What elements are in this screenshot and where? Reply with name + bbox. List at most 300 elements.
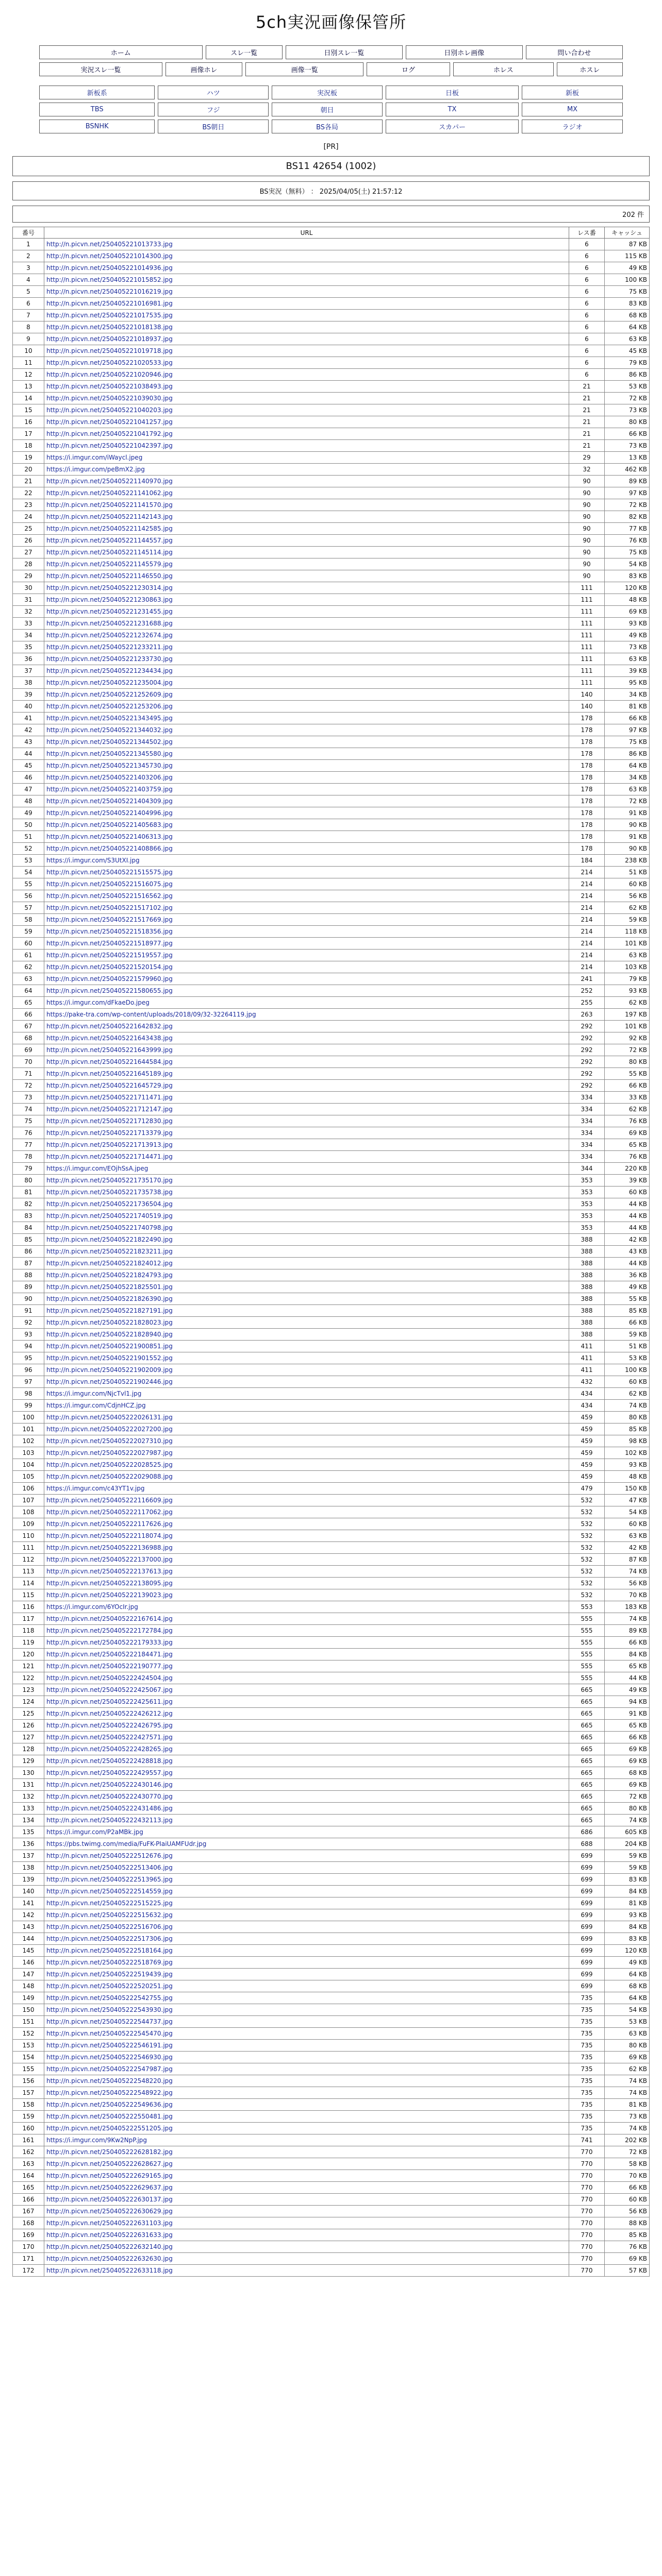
row-res-number: 6	[569, 298, 605, 310]
nav-link[interactable]: スカパー	[438, 124, 466, 131]
row-number: 64	[13, 985, 44, 997]
image-link[interactable]: http://n.picvn.net/250405221040203.jpg	[46, 406, 173, 414]
thread-meta: BS実況（無料） ： 2025/04/05(土) 21:57:12	[12, 181, 650, 200]
row-cache-size: 63 KB	[605, 653, 650, 665]
row-url-cell	[44, 487, 569, 499]
row-number: 19	[13, 452, 44, 464]
image-link[interactable]: http://n.picvn.net/250405222430146.jpg	[46, 1781, 173, 1788]
image-link[interactable]: http://n.picvn.net/250405221014300.jpg	[46, 252, 173, 260]
image-link[interactable]: http://n.picvn.net/250405221230863.jpg	[46, 596, 173, 603]
image-link[interactable]: http://n.picvn.net/250405221516562.jpg	[46, 892, 173, 900]
image-link[interactable]: http://n.picvn.net/250405221901552.jpg	[46, 1354, 173, 1362]
image-link[interactable]: http://n.picvn.net/250405221712147.jpg	[46, 1106, 173, 1113]
row-res-number: 334	[569, 1127, 605, 1139]
image-link[interactable]: http://n.picvn.net/250405221740798.jpg	[46, 1224, 173, 1231]
row-cache-size: 66 KB	[605, 1317, 650, 1329]
image-link[interactable]: http://n.picvn.net/250405221404996.jpg	[46, 809, 173, 817]
image-link[interactable]: http://n.picvn.net/250405221515575.jpg	[46, 869, 173, 876]
row-number: 53	[13, 855, 44, 867]
row-url-cell	[44, 1530, 569, 1542]
image-link[interactable]: http://n.picvn.net/250405222425067.jpg	[46, 1686, 173, 1693]
image-link[interactable]: http://n.picvn.net/250405222516706.jpg	[46, 1923, 173, 1930]
table-row	[13, 606, 650, 618]
image-link[interactable]: http://n.picvn.net/250405221042397.jpg	[46, 442, 173, 449]
image-link[interactable]: https://i.imgur.com/P2aMBk.jpg	[46, 1828, 143, 1836]
image-link[interactable]: http://n.picvn.net/250405222428818.jpg	[46, 1757, 173, 1765]
row-res-number: 699	[569, 1897, 605, 1909]
image-link[interactable]: http://n.picvn.net/250405221740519.jpg	[46, 1212, 173, 1219]
image-link[interactable]: http://n.picvn.net/250405221017535.jpg	[46, 312, 173, 319]
image-link[interactable]: http://n.picvn.net/250405222545470.jpg	[46, 2030, 173, 2037]
row-number: 18	[13, 440, 44, 452]
nav-link[interactable]: スレ一覧	[230, 49, 258, 57]
nav-link[interactable]: ホスレ	[580, 66, 600, 74]
nav-link[interactable]: 朝日	[320, 107, 334, 114]
channel-nav	[36, 82, 626, 137]
image-link[interactable]: http://n.picvn.net/250405222629637.jpg	[46, 2184, 173, 2191]
image-link[interactable]: http://n.picvn.net/250405221822490.jpg	[46, 1236, 173, 1243]
image-link[interactable]: http://n.picvn.net/250405221145114.jpg	[46, 549, 173, 556]
image-link[interactable]: http://n.picvn.net/250405222632140.jpg	[46, 2243, 173, 2250]
nav-link[interactable]: ホーム	[110, 49, 131, 57]
image-link[interactable]: http://n.picvn.net/250405222432113.jpg	[46, 1817, 173, 1824]
image-link[interactable]: http://n.picvn.net/250405221518977.jpg	[46, 940, 173, 947]
row-res-number: 459	[569, 1412, 605, 1423]
image-link[interactable]: http://n.picvn.net/250405222116609.jpg	[46, 1497, 173, 1504]
table-row	[13, 1589, 650, 1601]
nav-link[interactable]: ラジオ	[562, 124, 583, 131]
image-link[interactable]: http://n.picvn.net/250405222179333.jpg	[46, 1639, 173, 1646]
row-cache-size: 100 KB	[605, 274, 650, 286]
image-link[interactable]: http://n.picvn.net/250405222027310.jpg	[46, 1437, 173, 1445]
row-res-number: 388	[569, 1258, 605, 1269]
table-row	[13, 345, 650, 357]
table-row	[13, 547, 650, 558]
nav-link[interactable]: フジ	[207, 107, 220, 114]
image-link[interactable]: http://n.picvn.net/250405222029088.jpg	[46, 1473, 173, 1480]
row-cache-size: 69 KB	[605, 1755, 650, 1767]
image-link[interactable]: http://n.picvn.net/250405221234434.jpg	[46, 667, 173, 674]
row-cache-size: 43 KB	[605, 1246, 650, 1258]
page	[5, 9, 657, 2277]
row-url-cell	[44, 499, 569, 511]
table-row	[13, 1554, 650, 1566]
image-link[interactable]: http://n.picvn.net/250405222426212.jpg	[46, 1710, 173, 1717]
table-row	[13, 701, 650, 713]
table-row	[13, 724, 650, 736]
row-res-number: 388	[569, 1329, 605, 1341]
row-cache-size: 204 KB	[605, 1838, 650, 1850]
image-link[interactable]: http://n.picvn.net/250405221902446.jpg	[46, 1378, 173, 1385]
table-row	[13, 1518, 650, 1530]
image-link[interactable]: http://n.picvn.net/250405221828023.jpg	[46, 1319, 173, 1326]
image-link[interactable]: http://n.picvn.net/250405222515632.jpg	[46, 1911, 173, 1919]
row-url-cell	[44, 1198, 569, 1210]
nav-link[interactable]: BSNHK	[85, 123, 109, 130]
image-link[interactable]: http://n.picvn.net/250405222548220.jpg	[46, 2077, 173, 2084]
image-link[interactable]: http://n.picvn.net/250405222027200.jpg	[46, 1426, 173, 1433]
image-link[interactable]: http://n.picvn.net/250405222630137.jpg	[46, 2196, 173, 2203]
nav-link[interactable]: 実況板	[317, 90, 338, 97]
row-res-number: 6	[569, 239, 605, 250]
table-row	[13, 1815, 650, 1826]
row-url-cell	[44, 2158, 569, 2170]
image-link[interactable]: http://n.picvn.net/250405222517306.jpg	[46, 1935, 173, 1942]
nav-link[interactable]: 実況スレ一覧	[80, 66, 121, 74]
row-res-number: 255	[569, 997, 605, 1009]
image-link[interactable]: http://n.picvn.net/250405221039030.jpg	[46, 395, 173, 402]
image-link[interactable]: http://n.picvn.net/250405222028525.jpg	[46, 1461, 173, 1468]
image-link[interactable]: http://n.picvn.net/250405221016981.jpg	[46, 300, 173, 307]
image-link[interactable]: http://n.picvn.net/250405221146550.jpg	[46, 572, 173, 580]
image-link[interactable]: http://n.picvn.net/250405222515225.jpg	[46, 1900, 173, 1907]
image-link[interactable]: https://pake-tra.com/wp-content/uploads/2018/09/32-32264119.jpg	[46, 1011, 256, 1018]
row-url-cell	[44, 784, 569, 795]
image-link[interactable]: http://n.picvn.net/250405222424504.jpg	[46, 1674, 173, 1682]
image-link[interactable]: http://n.picvn.net/250405221041257.jpg	[46, 418, 173, 426]
image-link[interactable]: http://n.picvn.net/250405221344032.jpg	[46, 726, 173, 734]
image-link[interactable]: http://n.picvn.net/250405221345730.jpg	[46, 762, 173, 769]
row-cache-size: 76 KB	[605, 535, 650, 547]
image-link[interactable]: http://n.picvn.net/250405221015852.jpg	[46, 276, 173, 283]
nav-link[interactable]: TX	[448, 106, 457, 113]
image-link[interactable]: http://n.picvn.net/250405222546930.jpg	[46, 2054, 173, 2061]
image-link[interactable]: http://n.picvn.net/250405222514559.jpg	[46, 1888, 173, 1895]
image-link[interactable]: http://n.picvn.net/250405221579960.jpg	[46, 975, 173, 982]
image-link[interactable]: http://n.picvn.net/250405221233730.jpg	[46, 655, 173, 663]
nav-link[interactable]: 問い合わせ	[557, 49, 591, 57]
row-res-number: 735	[569, 2123, 605, 2134]
row-cache-size: 66 KB	[605, 2182, 650, 2194]
image-link[interactable]: http://n.picvn.net/250405222630629.jpg	[46, 2208, 173, 2215]
row-url-cell	[44, 321, 569, 333]
row-cache-size: 93 KB	[605, 618, 650, 630]
image-link[interactable]: http://n.picvn.net/250405221736504.jpg	[46, 1200, 173, 1208]
row-res-number: 388	[569, 1317, 605, 1329]
image-link[interactable]: http://n.picvn.net/250405221231688.jpg	[46, 620, 173, 627]
row-res-number: 6	[569, 369, 605, 381]
image-link[interactable]: http://n.picvn.net/250405221902009.jpg	[46, 1366, 173, 1374]
image-link[interactable]: http://n.picvn.net/250405221141570.jpg	[46, 501, 173, 509]
nav-link[interactable]: BS各局	[316, 124, 339, 131]
image-link[interactable]: http://n.picvn.net/250405221643438.jpg	[46, 1035, 173, 1042]
image-link[interactable]: http://n.picvn.net/250405221344502.jpg	[46, 738, 173, 745]
row-cache-size: 66 KB	[605, 713, 650, 724]
row-cache-size: 94 KB	[605, 1696, 650, 1708]
row-number: 127	[13, 1732, 44, 1743]
image-link[interactable]: http://n.picvn.net/250405221520154.jpg	[46, 963, 173, 971]
image-link[interactable]: http://n.picvn.net/250405221013733.jpg	[46, 241, 173, 248]
image-link[interactable]: http://n.picvn.net/250405221713379.jpg	[46, 1129, 173, 1137]
image-link[interactable]: https://i.imgur.com/iWaycl.jpeg	[46, 454, 143, 461]
image-link[interactable]: http://n.picvn.net/250405222550481.jpg	[46, 2113, 173, 2120]
row-cache-size: 73 KB	[605, 404, 650, 416]
image-link[interactable]: http://n.picvn.net/250405221517102.jpg	[46, 904, 173, 911]
row-url-cell	[44, 1080, 569, 1092]
image-link[interactable]: http://n.picvn.net/250405221144557.jpg	[46, 537, 173, 544]
row-number: 20	[13, 464, 44, 476]
image-link[interactable]: http://n.picvn.net/250405222628182.jpg	[46, 2148, 173, 2156]
table-row	[13, 499, 650, 511]
image-link[interactable]: http://n.picvn.net/250405221642832.jpg	[46, 1023, 173, 1030]
image-link[interactable]: http://n.picvn.net/250405222520251.jpg	[46, 1982, 173, 1990]
image-link[interactable]: http://n.picvn.net/250405221405683.jpg	[46, 821, 173, 828]
row-number: 60	[13, 938, 44, 950]
image-link[interactable]: http://n.picvn.net/250405222543930.jpg	[46, 2006, 173, 2013]
image-link[interactable]: http://n.picvn.net/250405222518164.jpg	[46, 1947, 173, 1954]
image-link[interactable]: http://n.picvn.net/250405221233211.jpg	[46, 643, 173, 651]
nav-link[interactable]: 日別ホレ画像	[444, 49, 485, 57]
image-link[interactable]: http://n.picvn.net/250405221900851.jpg	[46, 1343, 173, 1350]
image-link[interactable]: http://n.picvn.net/250405222117626.jpg	[46, 1520, 173, 1528]
row-res-number: 178	[569, 736, 605, 748]
row-number: 39	[13, 689, 44, 701]
image-link[interactable]: http://n.picvn.net/250405221714471.jpg	[46, 1153, 173, 1160]
row-res-number: 21	[569, 393, 605, 404]
image-link[interactable]: http://n.picvn.net/250405221580655.jpg	[46, 987, 173, 994]
row-url-cell	[44, 1127, 569, 1139]
image-link[interactable]: http://n.picvn.net/250405222631103.jpg	[46, 2219, 173, 2227]
image-link[interactable]: http://n.picvn.net/250405222137000.jpg	[46, 1556, 173, 1563]
image-link[interactable]: http://n.picvn.net/250405221232674.jpg	[46, 632, 173, 639]
row-number: 78	[13, 1151, 44, 1163]
image-link[interactable]: http://n.picvn.net/250405222430770.jpg	[46, 1793, 173, 1800]
row-number: 67	[13, 1021, 44, 1032]
row-cache-size: 83 KB	[605, 298, 650, 310]
image-link[interactable]: https://i.imgur.com/dFkaeDo.jpeg	[46, 999, 150, 1006]
image-link[interactable]: http://n.picvn.net/250405221140970.jpg	[46, 478, 173, 485]
image-link[interactable]: http://n.picvn.net/250405221020533.jpg	[46, 359, 173, 366]
image-link[interactable]: http://n.picvn.net/250405222167614.jpg	[46, 1615, 173, 1622]
image-link[interactable]: http://n.picvn.net/250405221826390.jpg	[46, 1295, 173, 1302]
image-link[interactable]: http://n.picvn.net/250405222513406.jpg	[46, 1864, 173, 1871]
image-link[interactable]: http://n.picvn.net/250405222631633.jpg	[46, 2231, 173, 2239]
image-link[interactable]: http://n.picvn.net/250405222190777.jpg	[46, 1663, 173, 1670]
row-res-number: 699	[569, 1980, 605, 1992]
row-cache-size: 79 KB	[605, 973, 650, 985]
nav-link[interactable]: 新板系	[87, 90, 107, 97]
nav-link[interactable]: TBS	[90, 106, 104, 113]
image-link[interactable]: http://n.picvn.net/250405221517669.jpg	[46, 916, 173, 923]
row-cache-size: 84 KB	[605, 1649, 650, 1660]
table-row	[13, 381, 650, 393]
image-link[interactable]: http://n.picvn.net/250405221406313.jpg	[46, 833, 173, 840]
row-number: 156	[13, 2075, 44, 2087]
image-link[interactable]: http://n.picvn.net/250405222426795.jpg	[46, 1722, 173, 1729]
image-link[interactable]: http://n.picvn.net/250405221518356.jpg	[46, 928, 173, 935]
row-number: 141	[13, 1897, 44, 1909]
image-link[interactable]: http://n.picvn.net/250405222026131.jpg	[46, 1414, 173, 1421]
image-link[interactable]: http://n.picvn.net/250405221014936.jpg	[46, 264, 173, 272]
image-link[interactable]: http://n.picvn.net/250405221142585.jpg	[46, 525, 173, 532]
image-link[interactable]: http://n.picvn.net/250405222518769.jpg	[46, 1959, 173, 1966]
row-url-cell	[44, 2004, 569, 2016]
image-link[interactable]: http://n.picvn.net/250405222138095.jpg	[46, 1580, 173, 1587]
row-url-cell	[44, 1234, 569, 1246]
image-link[interactable]: http://n.picvn.net/250405222425611.jpg	[46, 1698, 173, 1705]
image-link[interactable]: http://n.picvn.net/250405221041792.jpg	[46, 430, 173, 437]
image-link[interactable]: http://n.picvn.net/250405221735170.jpg	[46, 1177, 173, 1184]
image-link[interactable]: http://n.picvn.net/250405221231455.jpg	[46, 608, 173, 615]
row-cache-size: 90 KB	[605, 819, 650, 831]
row-number: 7	[13, 310, 44, 321]
row-res-number: 214	[569, 950, 605, 961]
image-link[interactable]: http://n.picvn.net/250405222184471.jpg	[46, 1651, 173, 1658]
thread-title: BS11 42654 (1002)	[12, 156, 650, 176]
image-link[interactable]: https://i.imgur.com/c43YT1v.jpg	[46, 1485, 145, 1492]
image-link[interactable]: http://n.picvn.net/250405222512676.jpg	[46, 1852, 173, 1859]
image-link[interactable]: http://n.picvn.net/250405222632630.jpg	[46, 2255, 173, 2262]
image-link[interactable]: http://n.picvn.net/250405221403206.jpg	[46, 774, 173, 781]
nav-cell	[557, 62, 623, 76]
nav-link[interactable]: 画像ホレ	[190, 66, 218, 74]
nav-link[interactable]: 日板	[445, 90, 459, 97]
image-link[interactable]: https://i.imgur.com/CdjnHCZ.jpg	[46, 1402, 146, 1409]
image-link[interactable]: http://n.picvn.net/250405221019718.jpg	[46, 347, 173, 354]
image-link[interactable]: http://n.picvn.net/250405221824793.jpg	[46, 1272, 173, 1279]
image-link[interactable]: https://pbs.twimg.com/media/FuFK-PIaiUAMFUdr.jpg	[46, 1840, 207, 1848]
nav-link[interactable]: ハツ	[206, 90, 220, 97]
row-res-number: 770	[569, 2241, 605, 2253]
row-number: 40	[13, 701, 44, 713]
image-link[interactable]: http://n.picvn.net/250405221018937.jpg	[46, 335, 173, 343]
image-link[interactable]: http://n.picvn.net/250405221825501.jpg	[46, 1283, 173, 1291]
row-number: 70	[13, 1056, 44, 1068]
image-link[interactable]: http://n.picvn.net/250405222633118.jpg	[46, 2267, 173, 2274]
image-link[interactable]: http://n.picvn.net/250405222428265.jpg	[46, 1745, 173, 1753]
nav-link[interactable]: 日別スレ一覧	[324, 49, 365, 57]
nav-cell	[386, 86, 519, 99]
table-row	[13, 1435, 650, 1447]
row-url-cell	[44, 1151, 569, 1163]
image-link[interactable]: https://i.imgur.com/S3UtXI.jpg	[46, 857, 140, 864]
nav-link[interactable]: 新板	[565, 90, 579, 97]
row-url-cell	[44, 1163, 569, 1175]
image-table	[12, 227, 650, 2277]
image-link[interactable]: http://n.picvn.net/250405221018138.jpg	[46, 324, 173, 331]
image-link[interactable]: https://i.imgur.com/NjcTvl1.jpg	[46, 1390, 142, 1397]
image-link[interactable]: http://n.picvn.net/250405222551205.jpg	[46, 2125, 173, 2132]
row-url-cell	[44, 689, 569, 701]
image-link[interactable]: http://n.picvn.net/250405222427571.jpg	[46, 1734, 173, 1741]
nav-link[interactable]: BS朝日	[202, 124, 225, 131]
image-link[interactable]: http://n.picvn.net/250405221141062.jpg	[46, 489, 173, 497]
image-link[interactable]: http://n.picvn.net/250405221643999.jpg	[46, 1046, 173, 1054]
image-link[interactable]: http://n.picvn.net/250405222027987.jpg	[46, 1449, 173, 1456]
row-number: 110	[13, 1530, 44, 1542]
image-link[interactable]: http://n.picvn.net/250405221645189.jpg	[46, 1070, 173, 1077]
image-link[interactable]: http://n.picvn.net/250405221343495.jpg	[46, 715, 173, 722]
image-link[interactable]: http://n.picvn.net/250405221735738.jpg	[46, 1189, 173, 1196]
image-link[interactable]: http://n.picvn.net/250405221711471.jpg	[46, 1094, 173, 1101]
row-cache-size: 74 KB	[605, 1566, 650, 1578]
image-link[interactable]: http://n.picvn.net/250405222139023.jpg	[46, 1591, 173, 1599]
image-link[interactable]: http://n.picvn.net/250405221516075.jpg	[46, 880, 173, 888]
image-link[interactable]: http://n.picvn.net/250405221645729.jpg	[46, 1082, 173, 1089]
image-link[interactable]: http://n.picvn.net/250405222431486.jpg	[46, 1805, 173, 1812]
image-link[interactable]: http://n.picvn.net/250405221252609.jpg	[46, 691, 173, 698]
image-link[interactable]: http://n.picvn.net/250405221142143.jpg	[46, 513, 173, 520]
image-link[interactable]: http://n.picvn.net/250405221713913.jpg	[46, 1141, 173, 1148]
image-link[interactable]: http://n.picvn.net/250405221404309.jpg	[46, 798, 173, 805]
table-row	[13, 1933, 650, 1945]
image-link[interactable]: http://n.picvn.net/250405221403759.jpg	[46, 786, 173, 793]
image-link[interactable]: http://n.picvn.net/250405221408866.jpg	[46, 845, 173, 852]
image-link[interactable]: http://n.picvn.net/250405221644584.jpg	[46, 1058, 173, 1065]
image-link[interactable]: https://i.imgur.com/EOjhSsA.jpeg	[46, 1165, 148, 1172]
nav-cell	[39, 45, 203, 59]
image-link[interactable]: http://n.picvn.net/250405222628627.jpg	[46, 2160, 173, 2167]
image-link[interactable]: http://n.picvn.net/250405221253206.jpg	[46, 703, 173, 710]
image-link[interactable]: http://n.picvn.net/250405221020946.jpg	[46, 371, 173, 378]
row-number: 9	[13, 333, 44, 345]
table-row	[13, 1874, 650, 1886]
row-number: 166	[13, 2194, 44, 2206]
row-res-number: 665	[569, 1684, 605, 1696]
image-link[interactable]: http://n.picvn.net/250405222429557.jpg	[46, 1769, 173, 1776]
image-link[interactable]: http://n.picvn.net/250405221712830.jpg	[46, 1117, 173, 1125]
image-link[interactable]: http://n.picvn.net/250405221824012.jpg	[46, 1260, 173, 1267]
row-cache-size: 91 KB	[605, 807, 650, 819]
image-link[interactable]: http://n.picvn.net/250405222542755.jpg	[46, 1994, 173, 2002]
image-link[interactable]: http://n.picvn.net/250405222519439.jpg	[46, 1971, 173, 1978]
nav-link[interactable]: MX	[567, 106, 578, 113]
image-link[interactable]: http://n.picvn.net/250405221230314.jpg	[46, 584, 173, 591]
image-link[interactable]: https://i.imgur.com/peBmX2.jpg	[46, 466, 145, 473]
image-link[interactable]: http://n.picvn.net/250405222629165.jpg	[46, 2172, 173, 2179]
image-link[interactable]: http://n.picvn.net/250405221823211.jpg	[46, 1248, 173, 1255]
image-link[interactable]: http://n.picvn.net/250405221145579.jpg	[46, 561, 173, 568]
image-link[interactable]: http://n.picvn.net/250405222137613.jpg	[46, 1568, 173, 1575]
image-link[interactable]: http://n.picvn.net/250405222548922.jpg	[46, 2089, 173, 2096]
table-row	[13, 2052, 650, 2063]
nav-link[interactable]: ログ	[402, 66, 416, 74]
image-link[interactable]: http://n.picvn.net/250405222172784.jpg	[46, 1627, 173, 1634]
table-row	[13, 1329, 650, 1341]
row-res-number: 90	[569, 499, 605, 511]
image-link[interactable]: http://n.picvn.net/250405221827191.jpg	[46, 1307, 173, 1314]
row-cache-size: 73 KB	[605, 440, 650, 452]
table-row	[13, 1625, 650, 1637]
row-res-number: 553	[569, 1601, 605, 1613]
image-link[interactable]: http://n.picvn.net/250405222513965.jpg	[46, 1876, 173, 1883]
image-link[interactable]: http://n.picvn.net/250405221235004.jpg	[46, 679, 173, 686]
table-row	[13, 1163, 650, 1175]
image-link[interactable]: http://n.picvn.net/250405222136988.jpg	[46, 1544, 173, 1551]
row-res-number: 178	[569, 724, 605, 736]
image-link[interactable]: http://n.picvn.net/250405222117062.jpg	[46, 1509, 173, 1516]
image-link[interactable]: http://n.picvn.net/250405222547987.jpg	[46, 2065, 173, 2073]
image-link[interactable]: http://n.picvn.net/250405222544737.jpg	[46, 2018, 173, 2025]
nav-cell	[272, 86, 383, 99]
image-link[interactable]: http://n.picvn.net/250405222549636.jpg	[46, 2101, 173, 2108]
row-number: 103	[13, 1447, 44, 1459]
image-link[interactable]: http://n.picvn.net/250405221828940.jpg	[46, 1331, 173, 1338]
row-url-cell	[44, 1258, 569, 1269]
image-link[interactable]: https://i.imgur.com/9Kw2NpP.jpg	[46, 2137, 147, 2144]
row-cache-size: 80 KB	[605, 1803, 650, 1815]
image-link[interactable]: http://n.picvn.net/250405222546191.jpg	[46, 2042, 173, 2049]
image-link[interactable]: http://n.picvn.net/250405221519557.jpg	[46, 952, 173, 959]
image-link[interactable]: http://n.picvn.net/250405221016219.jpg	[46, 288, 173, 295]
nav-link[interactable]: 画像一覧	[291, 66, 318, 74]
table-row	[13, 452, 650, 464]
image-link[interactable]: https://i.imgur.com/6YOcIr.jpg	[46, 1603, 138, 1611]
image-link[interactable]: http://n.picvn.net/250405221345580.jpg	[46, 750, 173, 757]
image-link[interactable]: http://n.picvn.net/250405221038493.jpg	[46, 383, 173, 390]
nav-link[interactable]: ホレス	[493, 66, 514, 74]
image-link[interactable]: http://n.picvn.net/250405222118074.jpg	[46, 1532, 173, 1539]
